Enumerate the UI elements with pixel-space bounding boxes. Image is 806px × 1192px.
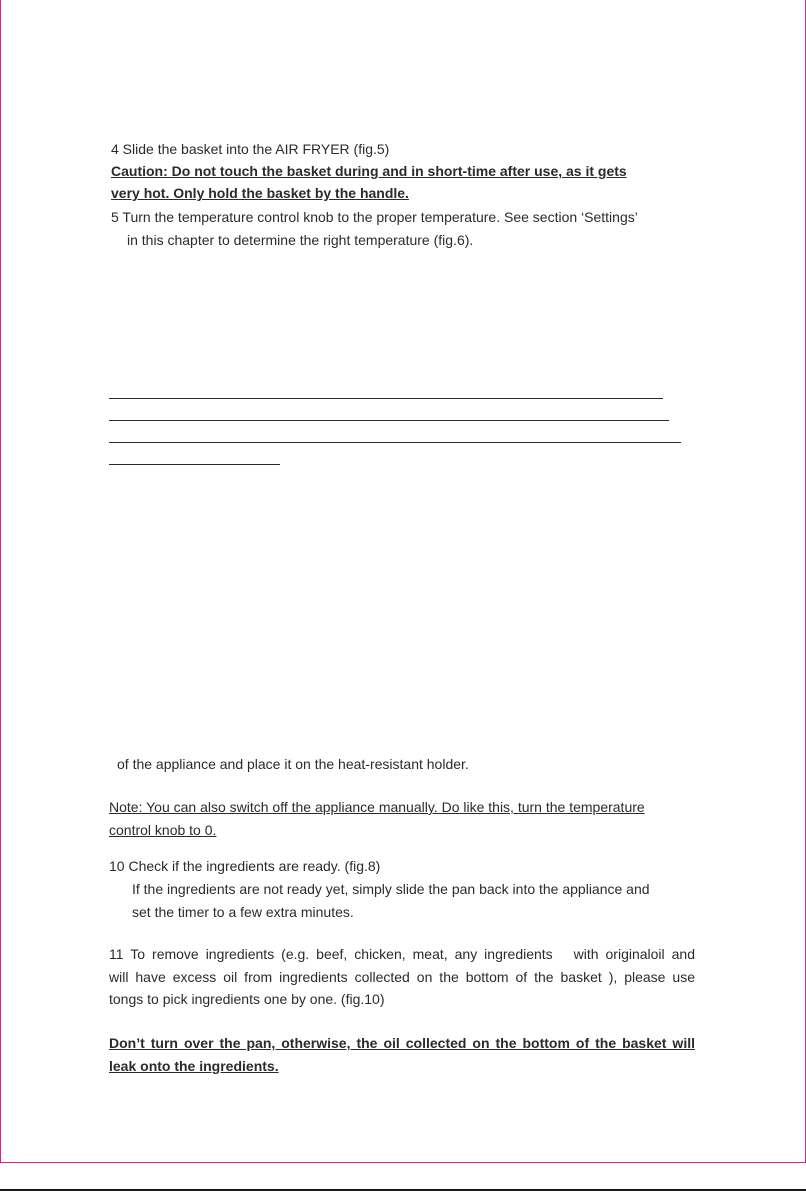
step-11-text-line-2: will have excess oil from ingredients collected on the bottom of the basket ), please use (109, 969, 695, 985)
step-5-text-line-2: in this chapter to determine the right temperature (fig.6). (127, 232, 474, 248)
step-10-text-line-2: If the ingredients are not ready yet, simply slide the pan back into the appliance and (132, 881, 650, 897)
bottom-rule (0, 1189, 806, 1191)
warning-text-line-1: Don’t turn over the pan, otherwise, the oil collected on the bottom of the basket will (109, 1035, 695, 1051)
step-10-text-line-3: set the timer to a few extra minutes. (132, 904, 354, 920)
heat-holder-text: of the appliance and place it on the heat-resistant holder. (117, 756, 469, 772)
note-text-line-2: control knob to 0. (109, 822, 217, 838)
step-4-text: 4 Slide the basket into the AIR FRYER (fig.5) (111, 141, 390, 157)
underline-rule-2 (109, 420, 669, 421)
step-11-text-line-1: 11 To remove ingredients (e.g. beef, chicken, meat, any ingredients with originaloil and (109, 946, 695, 962)
underline-rule-1 (109, 398, 663, 399)
step-11-text-line-3: tongs to pick ingredients one by one. (fig.10) (109, 991, 385, 1007)
warning-text-line-2: leak onto the ingredients. (109, 1058, 279, 1074)
underline-rule-3 (109, 442, 681, 443)
note-text-line-1: Note: You can also switch off the appliance manually. Do like this, turn the temperature (109, 799, 645, 815)
caution-text-line-1: Caution: Do not touch the basket during and in short-time after use, as it gets (111, 163, 627, 179)
step-10-text-line-1: 10 Check if the ingredients are ready. (fig.8) (109, 858, 381, 874)
underline-rule-4 (109, 464, 280, 465)
caution-text-line-2: very hot. Only hold the basket by the handle. (111, 185, 409, 201)
step-5-text-line-1: 5 Turn the temperature control knob to the proper temperature. See section ‘Settings’ (111, 209, 638, 225)
